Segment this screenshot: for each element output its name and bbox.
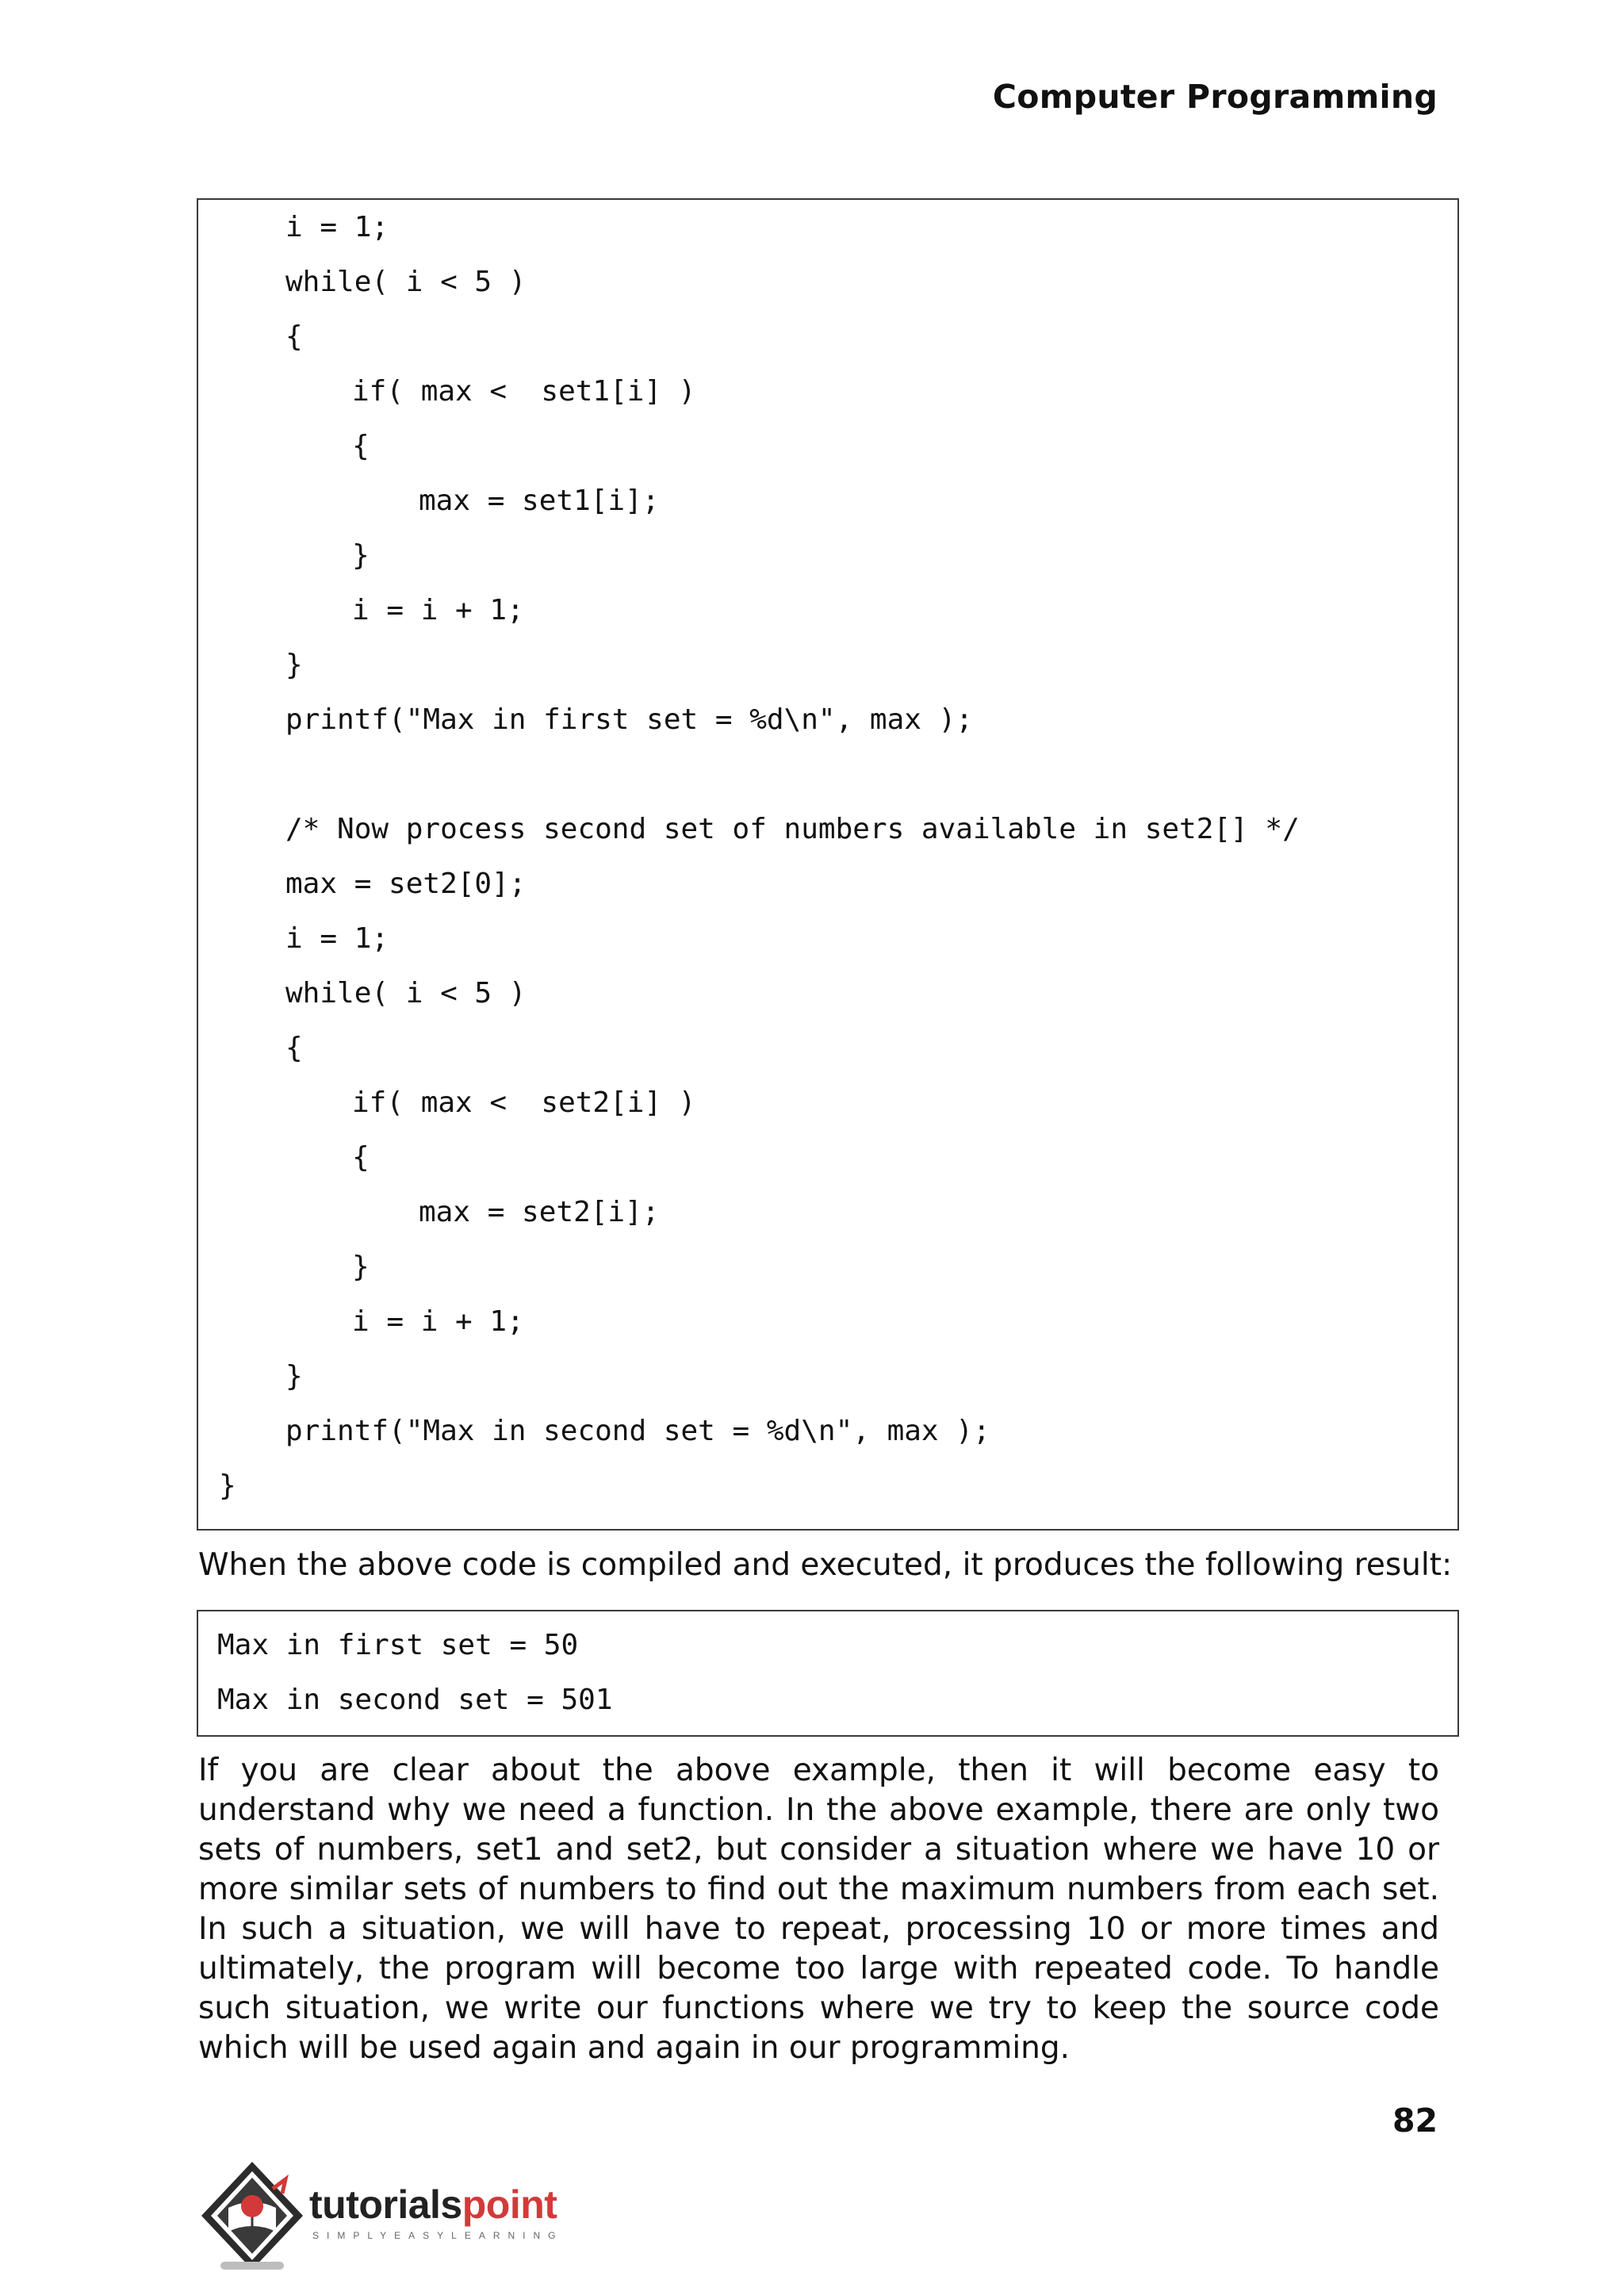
code-line: i = i + 1;	[352, 594, 524, 626]
logo-wordmark	[309, 2181, 557, 2228]
tutorialspoint-logo	[197, 2159, 609, 2278]
code-line: while( i < 5 )	[285, 977, 527, 1010]
code-block	[197, 198, 1459, 1531]
code-line: max = set2[i];	[419, 1196, 660, 1228]
logo-diamond-icon	[197, 2159, 308, 2278]
code-line: }	[352, 1251, 370, 1283]
code-line: {	[285, 320, 303, 353]
page-header-title: Computer Programming	[992, 78, 1438, 116]
explanation-paragraph: If you are clear about the above example, then it will become easy to understand why we need a function. In the above example, there are only two sets of numbers, set1 and set2, but consider a situation where we have 10 or more similar sets of numbers to find out the maximum numbers from each set. In such a situation, we will have to repeat, processing 10 or more times and ultimately, the program will become too large with repeated code. To handle such situation, we write our functions where we try to keep the source code which will be used again and again in our programming.	[198, 1753, 1439, 2066]
code-line: i = 1;	[285, 211, 389, 243]
code-line: max = set2[0];	[285, 868, 527, 900]
result-intro-text: When the above code is compiled and executed, it produces the following result:	[198, 1547, 1453, 1583]
output-block	[197, 1610, 1459, 1737]
code-line: }	[285, 1360, 303, 1393]
code-line: /* Now process second set of numbers available in set2[] */	[285, 813, 1300, 845]
code-line: }	[219, 1469, 236, 1502]
logo-tagline: SIMPLYEASYLEARNING	[312, 2230, 564, 2241]
code-line: printf("Max in second set = %d\n", max );	[285, 1415, 990, 1447]
code-line: {	[352, 1141, 370, 1174]
code-line: max = set1[i];	[419, 485, 660, 517]
code-line: if( max < set1[i] )	[352, 375, 696, 408]
code-line: {	[352, 430, 370, 462]
code-line: }	[285, 649, 303, 681]
logo-text-tutorials: tutorials	[309, 2182, 462, 2227]
code-line: printf("Max in first set = %d\n", max );	[285, 703, 973, 736]
logo-text-point: point	[462, 2182, 557, 2227]
page-number: 82	[1392, 2102, 1438, 2140]
output-line: Max in second set = 501	[217, 1684, 613, 1716]
code-line: while( i < 5 )	[285, 266, 527, 298]
output-line: Max in first set = 50	[217, 1629, 579, 1661]
code-line: i = i + 1;	[352, 1305, 524, 1338]
code-line: }	[352, 539, 370, 572]
code-line: {	[285, 1032, 303, 1064]
code-line: if( max < set2[i] )	[352, 1086, 696, 1119]
code-line: i = 1;	[285, 922, 389, 955]
